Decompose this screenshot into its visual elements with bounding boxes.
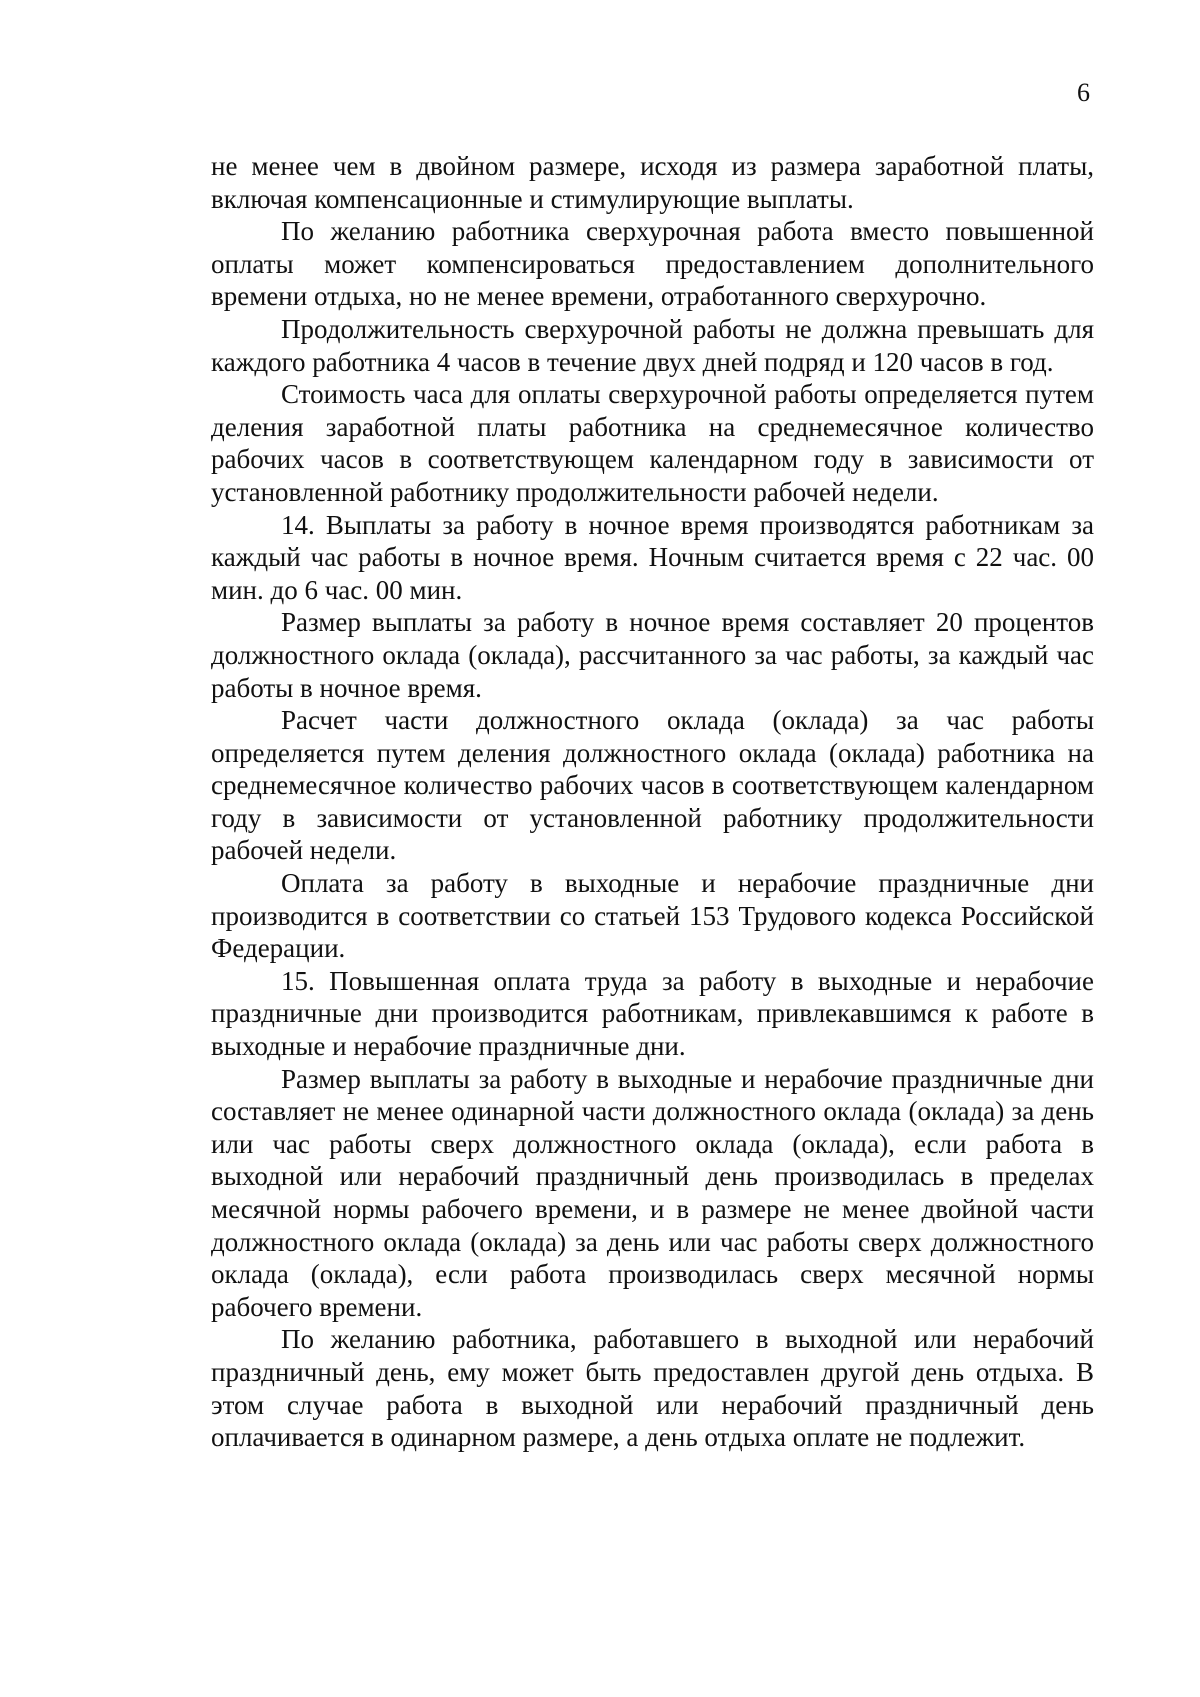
paragraph-item-14-night-work: 14. Выплаты за работу в ночное время производятся работникам за каждый час работы в ночное время. Ночным считается время с 22 час. 00 мин. до 6 час. 00 мин. xyxy=(211,509,1094,605)
paragraph-overtime-hour-cost: Стоимость часа для оплаты сверхурочной работы определяется путем деления заработной платы работника на среднемесячное количество рабочих часов в соответствующем календарном году в зависимости от установленной работнику продолжительности рабочей недели. xyxy=(211,379,1094,507)
paragraph-night-pay-size: Размер выплаты за работу в ночное время составляет 20 процентов должностного оклада (оклада), рассчитанного за час работы, за каждый час работы в ночное время. xyxy=(211,607,1094,703)
paragraph-item-15-holiday-pay: 15. Повышенная оплата труда за работу в выходные и нерабочие праздничные дни производится работникам, привлекавшимся к работе в выходные и нерабочие праздничные дни. xyxy=(211,965,1094,1062)
paragraph-day-off-option: По желанию работника, работавшего в выходной или нерабочий праздничный день, ему может быть предоставлен другой день отдыха. В этом случае работа в выходной или нерабочий праздничный день оплачивается в одинарном размере, а день отдыха оплате не подлежит. xyxy=(211,1324,1094,1453)
page-number: 6 xyxy=(1077,78,1090,107)
paragraph-continuation: не менее чем в двойном размере, исходя из размера заработной платы, включая компенсационные и стимулирующие выплаты. xyxy=(211,151,1094,214)
paragraph-overtime-compensation: По желанию работника сверхурочная работа вместо повышенной оплаты может компенсироваться предоставлением дополнительного времени отдыха, но не менее времени, отработанного сверхурочно. xyxy=(211,216,1094,312)
paragraph-overtime-duration: Продолжительность сверхурочной работы не должна превышать для каждого работника 4 часов в течение двух дней подряд и 120 часов в год. xyxy=(211,313,1094,377)
paragraph-hourly-salary-calculation: Расчет части должностного оклада (оклада) за час работы определяется путем деления должностного оклада (оклада) работника на среднемесячное количество рабочих часов в соответствующем календарном году в зависимости от установленной работнику продолжительности рабочей недели. xyxy=(211,705,1094,866)
paragraph-holiday-pay-size: Размер выплаты за работу в выходные и нерабочие праздничные дни составляет не менее одинарной части должностного оклада (оклада) за день или час работы сверх должностного оклада (оклада), если работа в выходной или нерабочий праздничный день производилась в пределах месячной нормы рабочего времени, и в размере не менее двойной части должностного оклада (оклада) за день или час работы сверх должностного оклада (оклада), если работа производилась сверх месячной нормы рабочего времени. xyxy=(211,1063,1094,1322)
document-body xyxy=(211,150,1094,1454)
paragraph-weekend-pay-article-153: Оплата за работу в выходные и нерабочие праздничные дни производится в соответствии со статьей 153 Трудового кодекса Российской Федерации. xyxy=(211,868,1094,964)
